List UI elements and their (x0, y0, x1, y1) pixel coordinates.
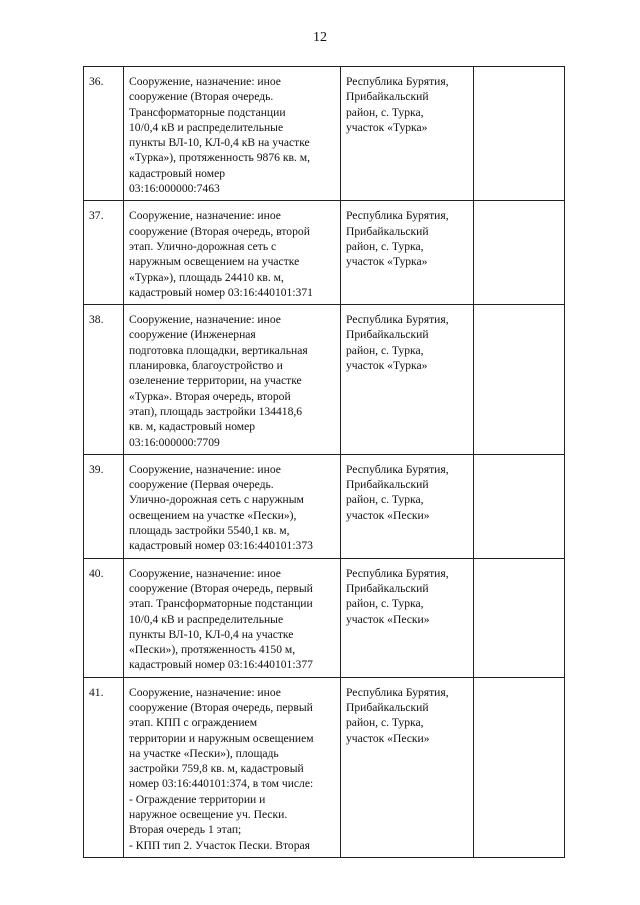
description-line: площадь застройки 5540,1 кв. м, (129, 524, 290, 538)
object-description (124, 305, 341, 455)
description-line: «Пески»), протяженность 4150 м, (129, 643, 296, 657)
location-line: участок «Турка» (346, 359, 428, 373)
description-line: наружное освещение уч. Пески. (129, 808, 288, 822)
location-line: участок «Турка» (346, 120, 428, 134)
location-line: Прибайкальский (346, 328, 429, 342)
object-location (341, 677, 474, 857)
description-line: пункты ВЛ-10, КЛ-0,4 кВ на участке (129, 136, 310, 150)
empty-cell (474, 677, 565, 857)
description-line: «Турка». Вторая очередь, второй (129, 389, 291, 403)
location-line: Республика Бурятия, (346, 462, 449, 476)
location-line: Республика Бурятия, (346, 209, 449, 223)
object-location (341, 67, 474, 201)
object-location (341, 454, 474, 558)
location-line: Прибайкальский (346, 478, 429, 492)
location-line: район, с. Турка, (346, 716, 424, 730)
location-line: Республика Бурятия, (346, 313, 449, 327)
description-line: Сооружение, назначение: иное (129, 209, 281, 223)
description-line: 10/0,4 кВ и распределительные (129, 612, 284, 626)
location-line: Республика Бурятия, (346, 566, 449, 580)
row-number: 39. (84, 454, 124, 558)
description-line: наружным освещением на участке (129, 255, 300, 269)
description-line: Сооружение, назначение: иное (129, 566, 281, 580)
location-line: участок «Турка» (346, 255, 428, 269)
description-line: сооружение (Первая очередь. (129, 478, 274, 492)
table-row (84, 201, 565, 305)
table-row (84, 67, 565, 201)
description-line: этап. Улично-дорожная сеть с (129, 239, 277, 253)
description-line: планировка, благоустройство и (129, 359, 283, 373)
description-line: - Ограждение территории и (129, 792, 266, 806)
empty-cell (474, 67, 565, 201)
row-number: 37. (84, 201, 124, 305)
object-description (124, 558, 341, 677)
location-line: Прибайкальский (346, 224, 429, 238)
location-line: Прибайкальский (346, 581, 429, 595)
empty-cell (474, 454, 565, 558)
description-line: Вторая очередь 1 этап; (129, 823, 242, 837)
description-line: подготовка площадки, вертикальная (129, 343, 308, 357)
description-line: кадастровый номер 03:16:440101:377 (129, 658, 313, 672)
object-location (341, 558, 474, 677)
description-line: застройки 759,8 кв. м, кадастровый (129, 762, 304, 776)
description-line: «Турка»), протяженность 9876 кв. м, (129, 151, 310, 165)
description-line: сооружение (Вторая очередь. (129, 90, 274, 104)
row-number: 36. (84, 67, 124, 201)
table-row (84, 305, 565, 455)
location-line: участок «Пески» (346, 508, 430, 522)
location-line: район, с. Турка, (346, 105, 424, 119)
empty-cell (474, 558, 565, 677)
description-line: 03:16:000000:7463 (129, 182, 220, 196)
location-line: Республика Бурятия, (346, 685, 449, 699)
description-line: Сооружение, назначение: иное (129, 685, 281, 699)
description-line: сооружение (Вторая очередь, второй (129, 224, 310, 238)
empty-cell (474, 305, 565, 455)
description-line: кв. м, кадастровый номер (129, 420, 256, 434)
table-row (84, 677, 565, 857)
object-location (341, 201, 474, 305)
row-number: 40. (84, 558, 124, 677)
description-line: «Турка»), площадь 24410 кв. м, (129, 270, 284, 284)
description-line: Улично-дорожная сеть с наружным (129, 493, 304, 507)
object-description (124, 201, 341, 305)
table-row (84, 454, 565, 558)
description-line: номер 03:16:440101:374, в том числе: (129, 777, 314, 791)
description-line: озеленение территории, на участке (129, 374, 302, 388)
row-number: 41. (84, 677, 124, 857)
description-line: освещением на участке «Пески»), (129, 508, 297, 522)
description-line: 10/0,4 кВ и распределительные (129, 120, 284, 134)
description-line: - КПП тип 2. Участок Пески. Вторая (129, 838, 310, 852)
empty-cell (474, 201, 565, 305)
object-description (124, 454, 341, 558)
description-line: кадастровый номер 03:16:440101:373 (129, 539, 313, 553)
location-line: район, с. Турка, (346, 597, 424, 611)
description-line: сооружение (Инженерная (129, 328, 256, 342)
row-number: 38. (84, 305, 124, 455)
description-line: сооружение (Вторая очередь, первый (129, 581, 313, 595)
location-line: Прибайкальский (346, 90, 429, 104)
description-line: пункты ВЛ-10, КЛ-0,4 на участке (129, 627, 294, 641)
location-line: Республика Бурятия, (346, 75, 449, 88)
description-line: этап. КПП с ограждением (129, 716, 258, 730)
description-line: Трансформаторные подстанции (129, 105, 286, 119)
location-line: участок «Пески» (346, 731, 430, 745)
description-line: этап), площадь застройки 134418,6 (129, 404, 303, 418)
table-row (84, 558, 565, 677)
location-line: участок «Пески» (346, 612, 430, 626)
description-line: Сооружение, назначение: иное (129, 313, 281, 327)
description-line: на участке «Пески»), площадь (129, 746, 279, 760)
object-location (341, 305, 474, 455)
page-number: 12 (313, 30, 327, 45)
property-registry-table (83, 66, 565, 858)
description-line: Сооружение, назначение: иное (129, 75, 281, 88)
location-line: Прибайкальский (346, 700, 429, 714)
description-line: 03:16:000000:7709 (129, 435, 220, 449)
location-line: район, с. Турка, (346, 239, 424, 253)
description-line: этап. Трансформаторные подстанции (129, 597, 313, 611)
object-description (124, 677, 341, 857)
description-line: сооружение (Вторая очередь, первый (129, 700, 313, 714)
table-body (84, 67, 565, 858)
location-line: район, с. Турка, (346, 343, 424, 357)
description-line: территории и наружным освещением (129, 731, 314, 745)
location-line: район, с. Турка, (346, 493, 424, 507)
description-line: Сооружение, назначение: иное (129, 462, 281, 476)
object-description (124, 67, 341, 201)
description-line: кадастровый номер (129, 166, 226, 180)
description-line: кадастровый номер 03:16:440101:371 (129, 285, 313, 299)
